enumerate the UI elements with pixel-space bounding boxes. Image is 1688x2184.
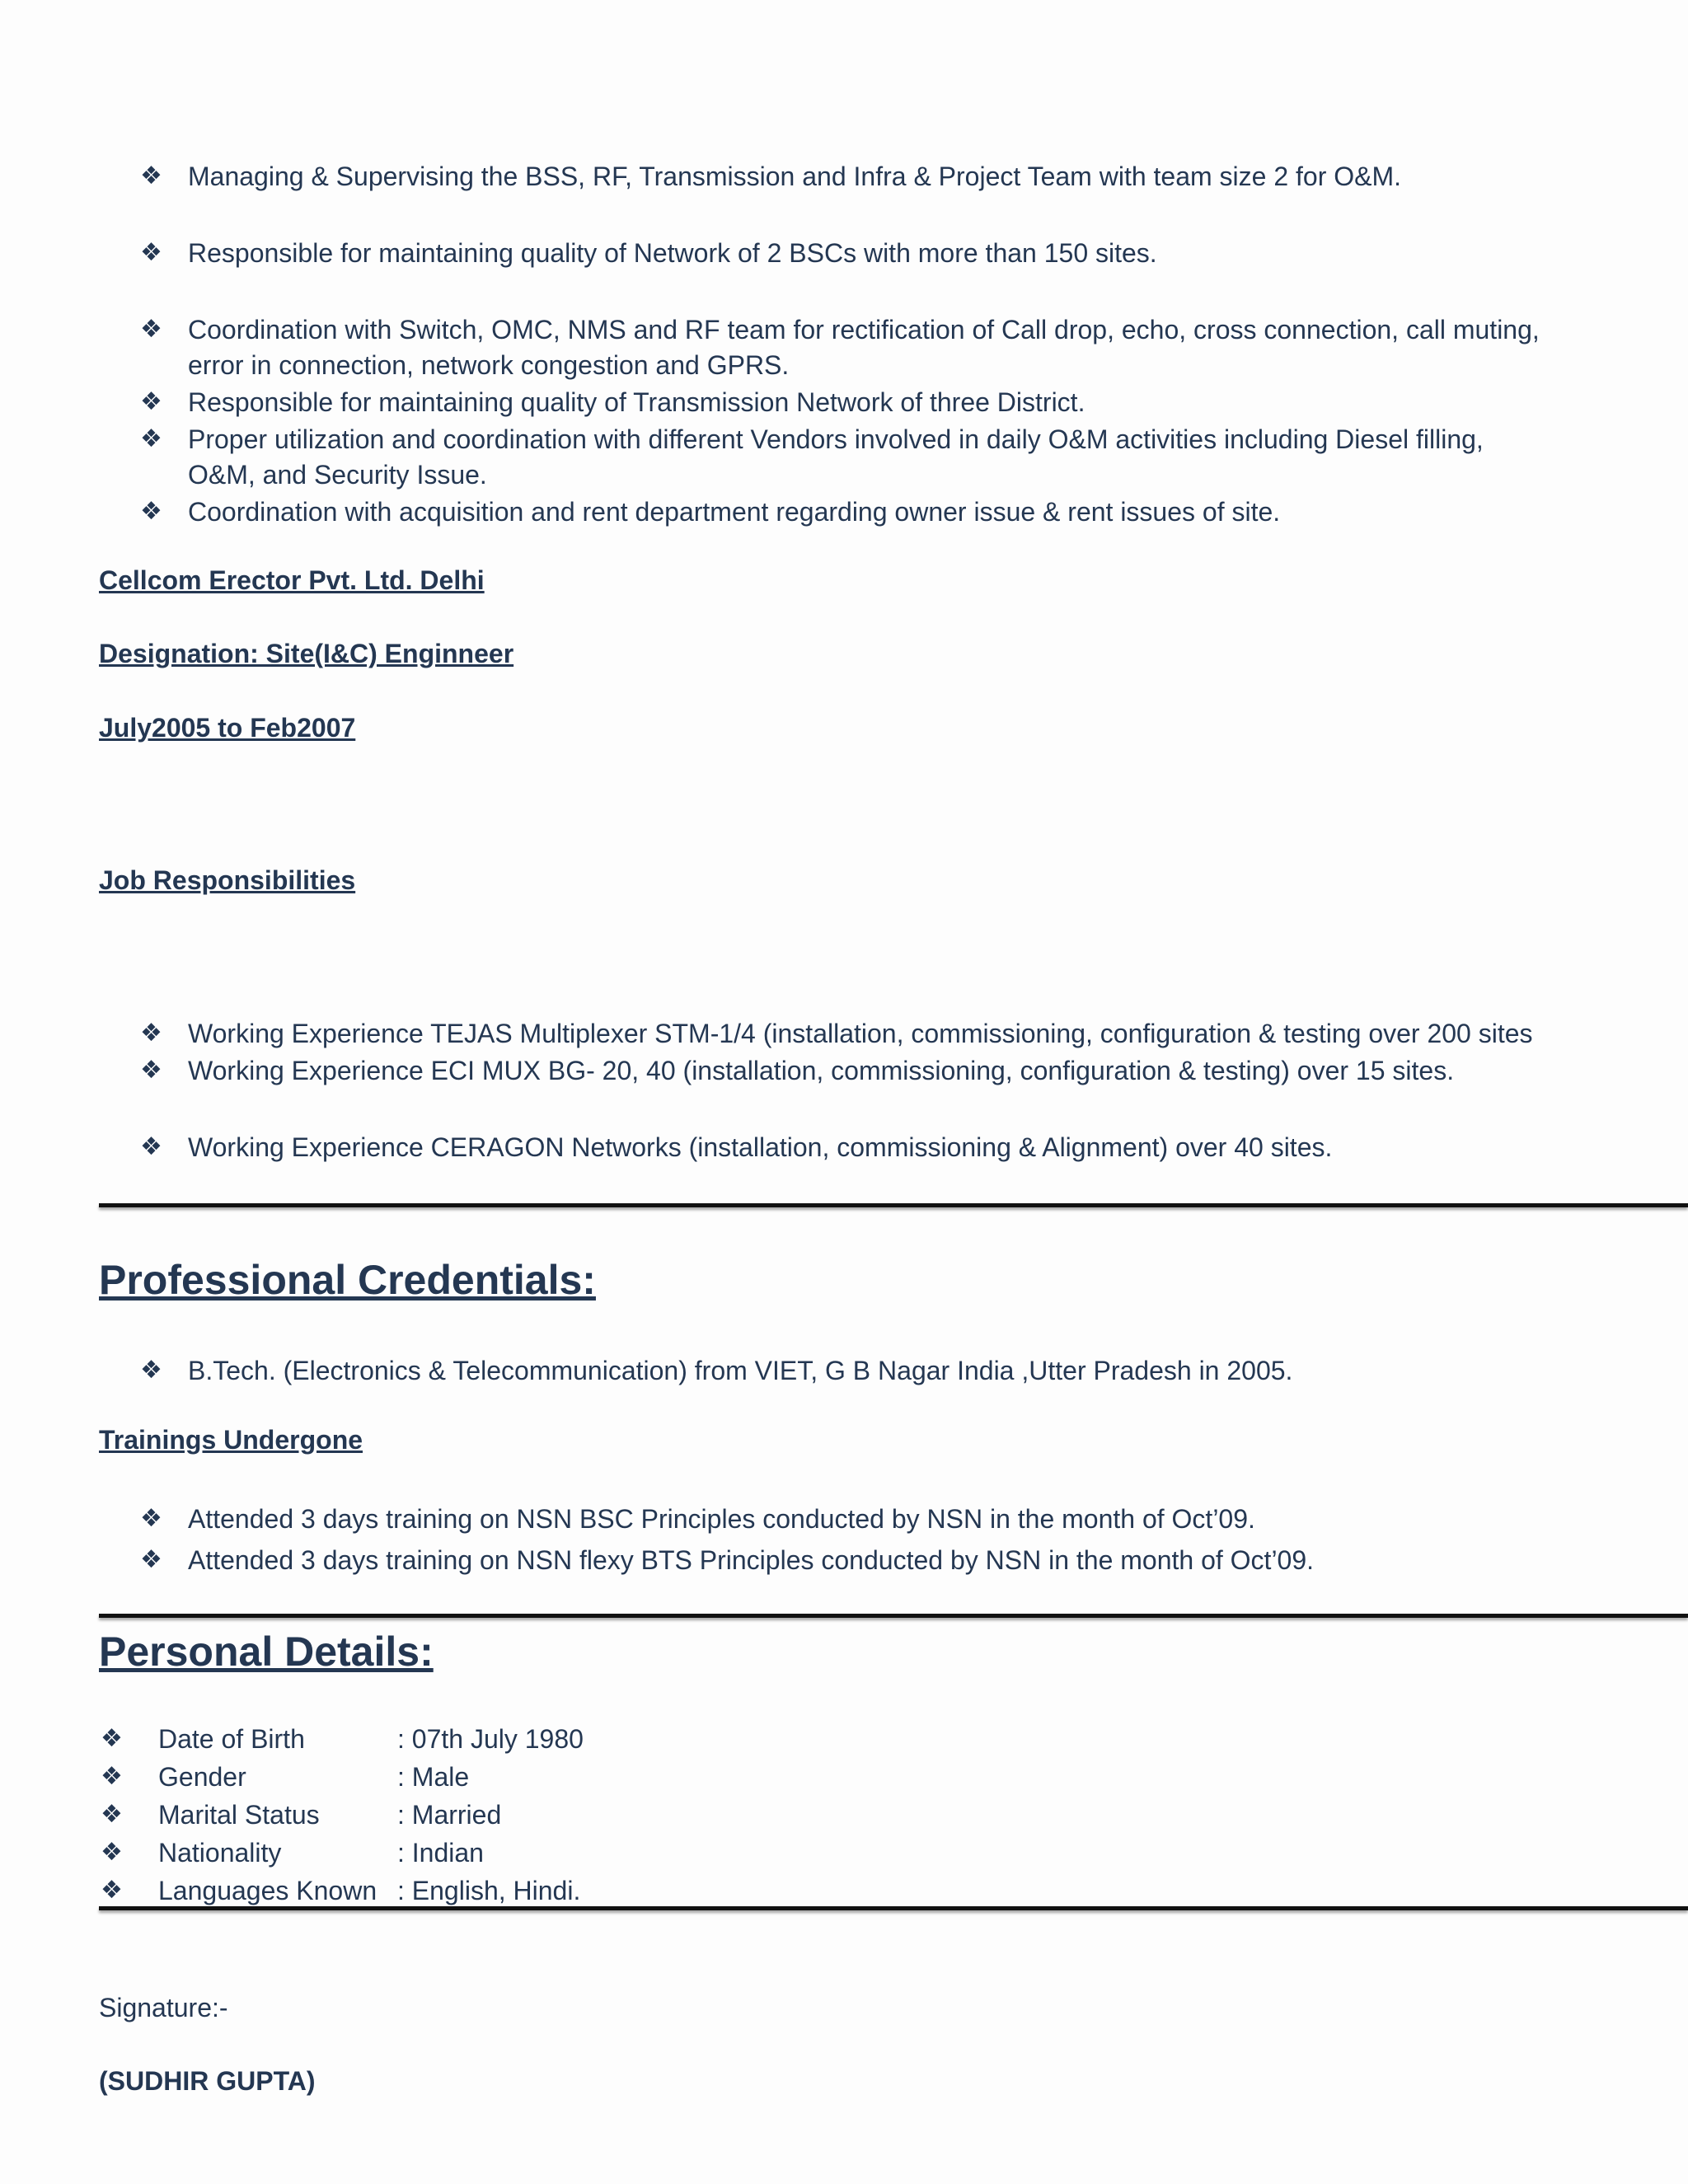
signature-label: Signature:- [99, 1993, 228, 2022]
bullet-icon: ❖ [101, 1763, 123, 1790]
bullet-icon: ❖ [140, 498, 162, 525]
signature-name: (SUDHIR GUPTA) [99, 2066, 316, 2096]
section-divider [99, 1614, 1688, 1618]
list-item: Responsible for maintaining quality of Transmission Network of three District. [188, 387, 1085, 417]
list-item: Working Experience ECI MUX BG- 20, 40 (installation, commissioning, configuration & testing) over 15 sites. [188, 1056, 1455, 1085]
bullet-icon: ❖ [101, 1801, 123, 1828]
bullet-icon: ❖ [101, 1839, 123, 1866]
training-item: Attended 3 days training on NSN BSC Principles conducted by NSN in the month of Oct’09. [188, 1504, 1255, 1534]
bullet-icon: ❖ [140, 1133, 162, 1160]
bullet-icon: ❖ [140, 1019, 162, 1047]
detail-label: Gender [158, 1762, 246, 1792]
employment-period: July2005 to Feb2007 [99, 713, 356, 743]
bullet-icon: ❖ [101, 1877, 123, 1904]
bullet-icon: ❖ [140, 1505, 162, 1532]
section-divider [99, 1906, 1688, 1910]
credential-item: B.Tech. (Electronics & Telecommunication) from VIET, G B Nagar India ,Utter Pradesh in 2005. [188, 1356, 1293, 1385]
bullet-icon: ❖ [140, 425, 162, 452]
bullet-icon: ❖ [140, 1357, 162, 1384]
trainings-heading: Trainings Undergone [99, 1425, 363, 1455]
company-name: Cellcom Erector Pvt. Ltd. Delhi [99, 565, 485, 595]
list-item: Working Experience CERAGON Networks (installation, commissioning & Alignment) over 40 sites. [188, 1132, 1333, 1162]
bullet-icon: ❖ [140, 1057, 162, 1084]
designation: Designation: Site(I&C) Enginneer [99, 639, 514, 668]
bullet-icon: ❖ [140, 316, 162, 343]
personal-details-heading: Personal Details: [99, 1629, 434, 1675]
list-item: Responsible for maintaining quality of Network of 2 BSCs with more than 150 sites. [188, 238, 1157, 268]
section-divider [99, 1203, 1688, 1207]
bullet-icon: ❖ [140, 162, 162, 190]
detail-value: : 07th July 1980 [397, 1724, 584, 1754]
bullet-icon: ❖ [101, 1725, 123, 1752]
list-item: Managing & Supervising the BSS, RF, Transmission and Infra & Project Team with team size 2 for O&M. [188, 162, 1402, 191]
list-item-continuation: error in connection, network congestion and GPRS. [188, 350, 790, 380]
detail-label: Nationality [158, 1838, 282, 1868]
detail-value: : English, Hindi. [397, 1876, 581, 1905]
credentials-heading: Professional Credentials: [99, 1257, 596, 1303]
training-item: Attended 3 days training on NSN flexy BTS Principles conducted by NSN in the month of Oct’09. [188, 1545, 1315, 1575]
detail-value: : Married [397, 1800, 502, 1830]
bullet-icon: ❖ [140, 388, 162, 415]
list-item-continuation: O&M, and Security Issue. [188, 460, 487, 490]
bullet-icon: ❖ [140, 239, 162, 266]
detail-label: Marital Status [158, 1800, 320, 1830]
detail-value: : Male [397, 1762, 470, 1792]
detail-value: : Indian [397, 1838, 484, 1868]
detail-label: Date of Birth [158, 1724, 305, 1754]
list-item: Proper utilization and coordination with different Vendors involved in daily O&M activities including Diesel filling, [188, 424, 1484, 454]
list-item: Coordination with acquisition and rent department regarding owner issue & rent issues of site. [188, 497, 1281, 527]
bullet-icon: ❖ [140, 1546, 162, 1573]
list-item: Working Experience TEJAS Multiplexer STM-1/4 (installation, commissioning, configuration & testing over 200 sites [188, 1019, 1533, 1048]
detail-label: Languages Known [158, 1876, 377, 1905]
list-item: Coordination with Switch, OMC, NMS and RF team for rectification of Call drop, echo, cross connection, call muting, [188, 315, 1540, 344]
job-responsibilities-heading: Job Responsibilities [99, 865, 356, 895]
